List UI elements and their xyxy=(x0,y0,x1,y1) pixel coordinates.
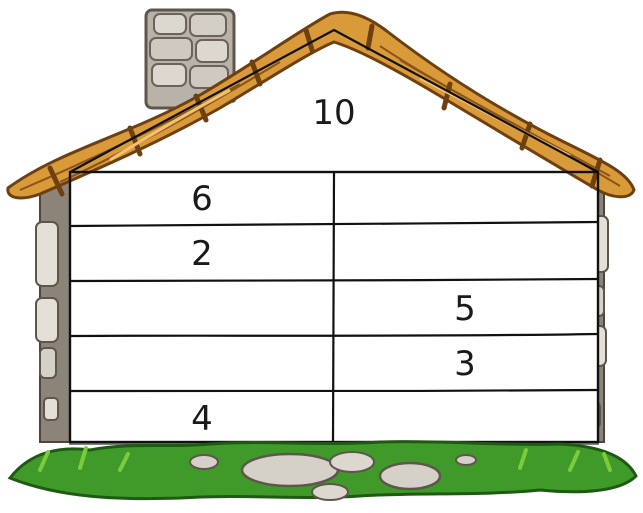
left-stone-wall xyxy=(36,180,74,442)
row-4-right-cell: 3 xyxy=(454,344,476,384)
roof-number: 10 xyxy=(312,93,356,133)
row-3-right-cell: 5 xyxy=(454,289,476,329)
row-5-left-cell: 4 xyxy=(191,399,213,439)
row-2-left-cell: 2 xyxy=(191,234,213,274)
row-1-left-cell: 6 xyxy=(191,179,213,219)
